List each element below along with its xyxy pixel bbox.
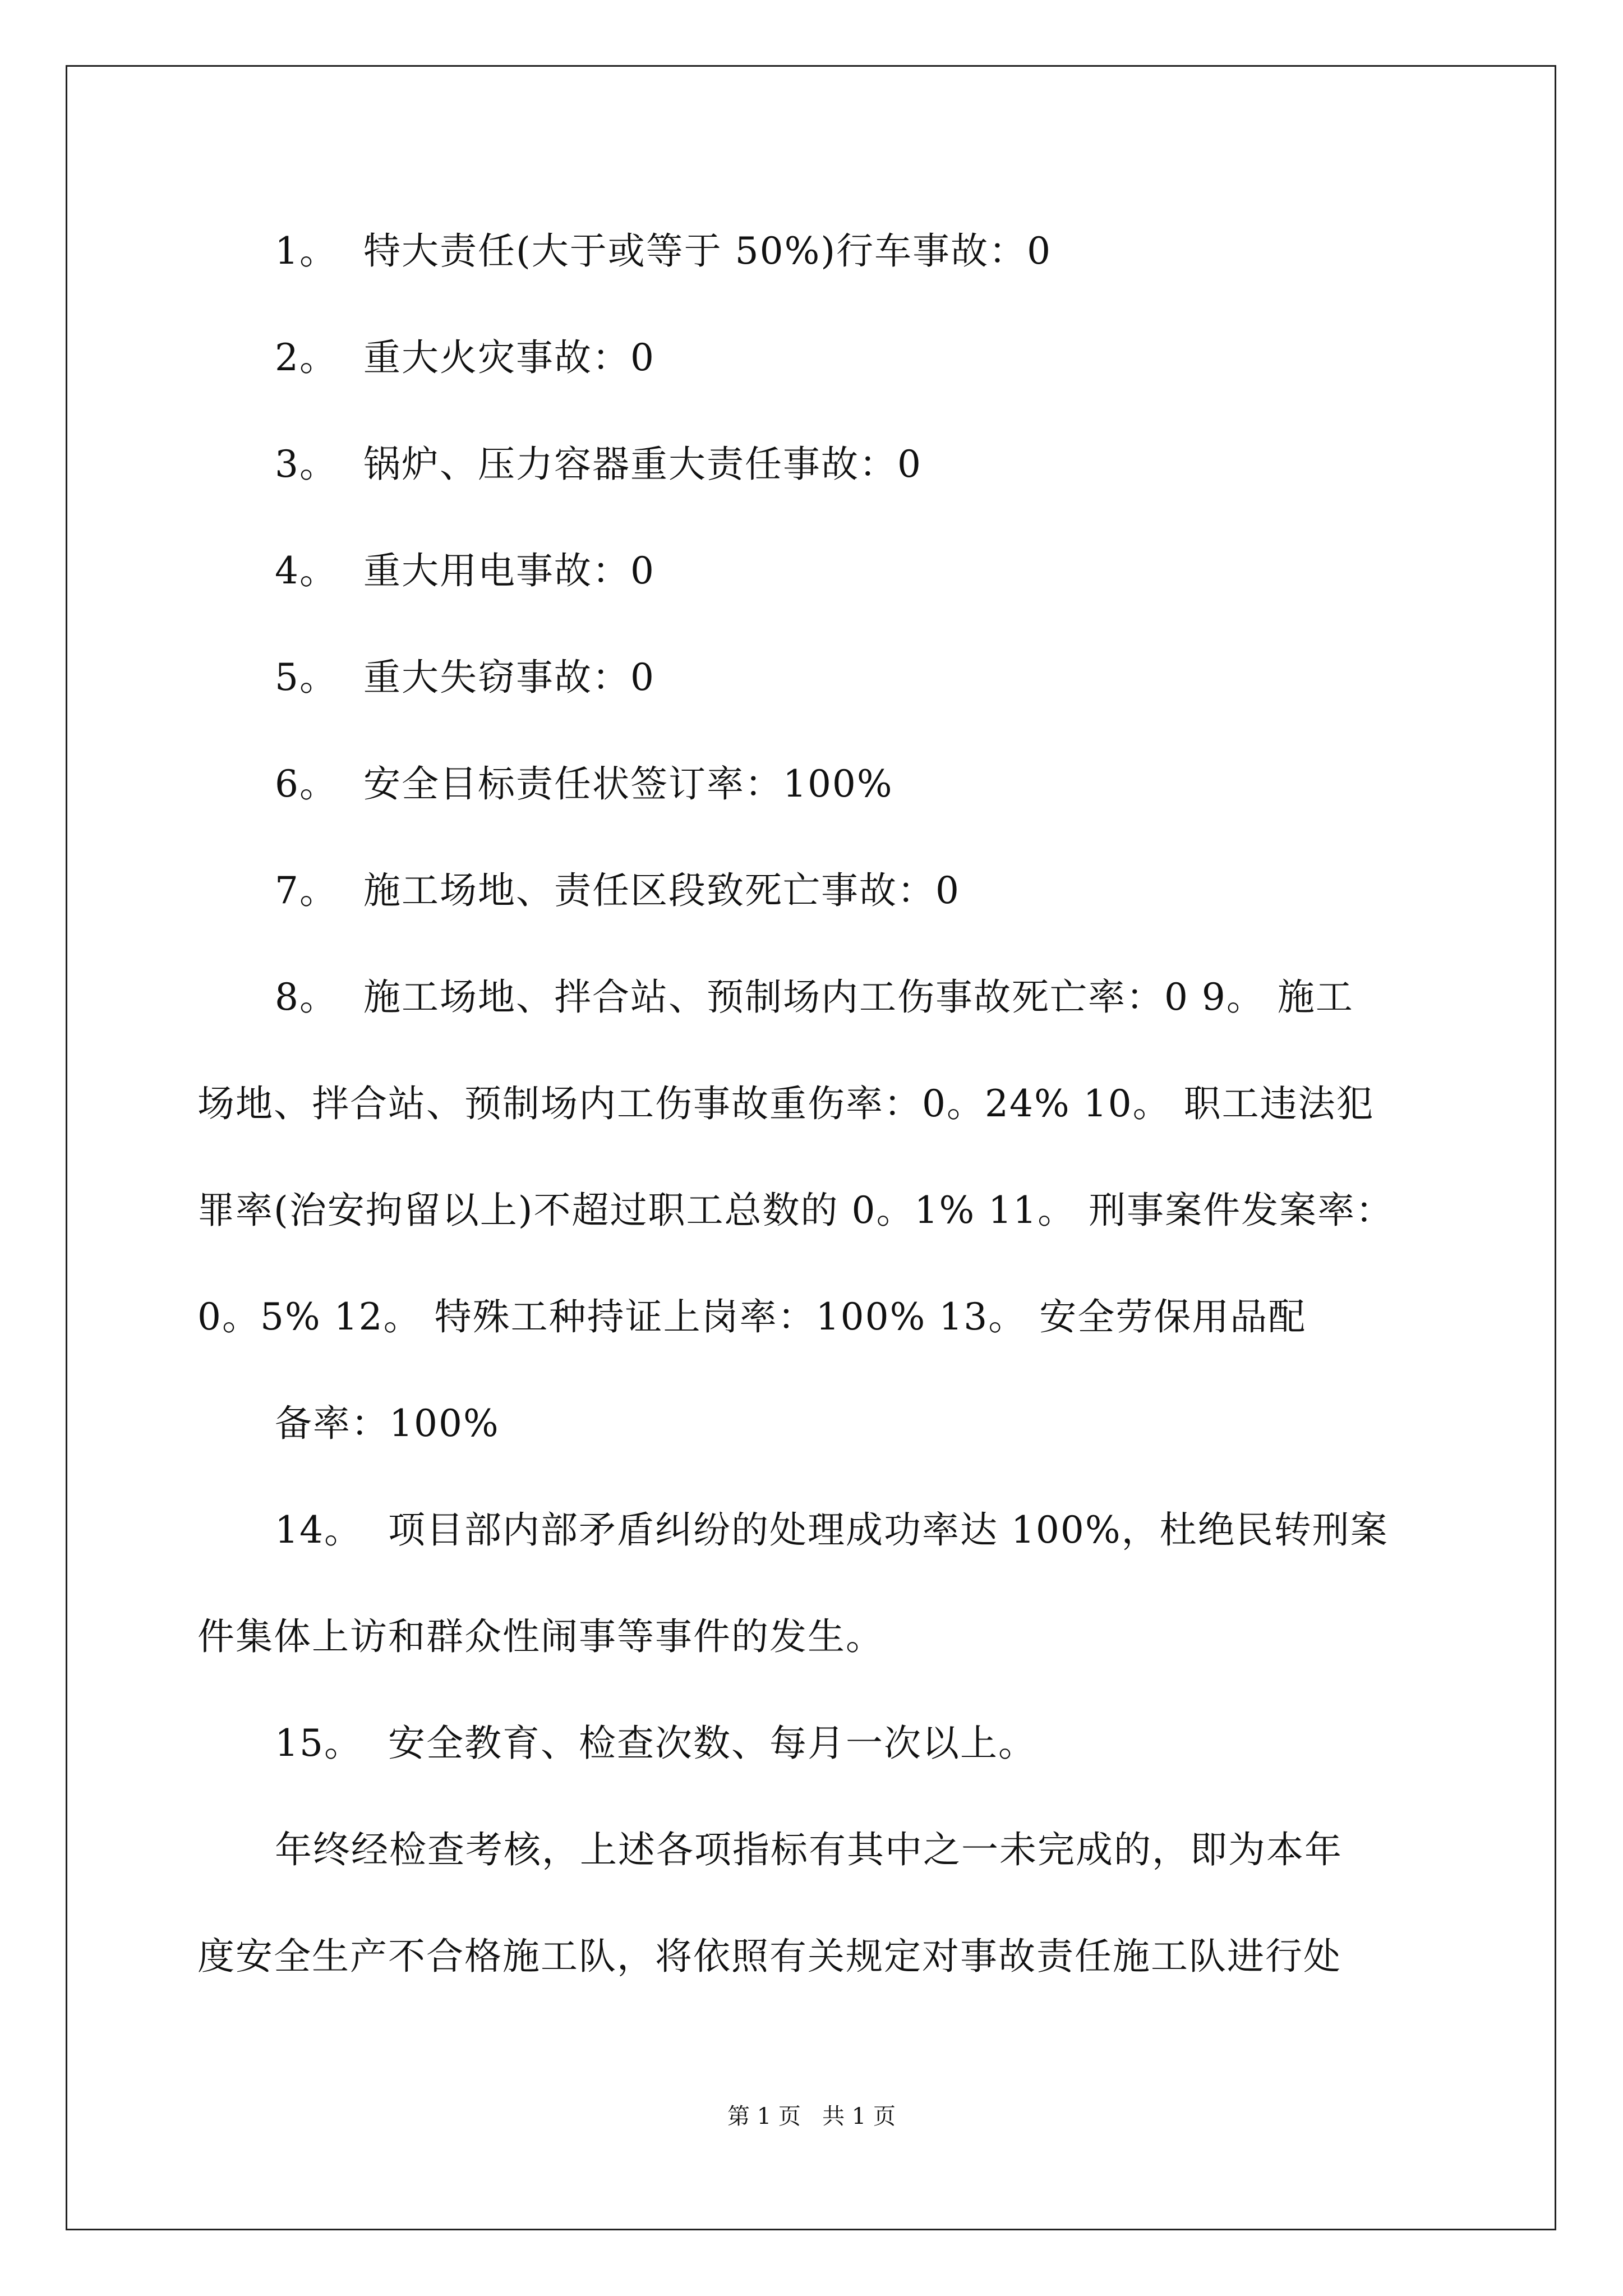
- page-border: [66, 65, 1556, 2230]
- text-line-9: 场地、拌合站、预制场内工伤事故重伤率：0。24% 10。 职工违法犯: [197, 1082, 1375, 1125]
- text-line-13: 14。 项目部内部矛盾纠纷的处理成功率达 100%，杜绝民转刑案: [275, 1508, 1389, 1552]
- text-line-15: 15。 安全教育、检查次数、每月一次以上。: [275, 1722, 1036, 1765]
- text-line-12: 备率：100%: [275, 1402, 500, 1445]
- text-line-7: 7。 施工场地、责任区段致死亡事故：0: [275, 869, 960, 912]
- text-line-10: 罪率(治安拘留以上)不超过职工总数的 0。1% 11。 刑事案件发案率：: [197, 1189, 1394, 1232]
- text-line-3: 3。 锅炉、压力容器重大责任事故：0: [275, 443, 922, 486]
- text-line-17: 度安全生产不合格施工队，将依照有关规定对事故责任施工队进行处: [197, 1935, 1341, 1978]
- text-line-1: 1。 特大责任(大于或等于 50%)行车事故：0: [275, 229, 1052, 273]
- text-line-8: 8。 施工场地、拌合站、预制场内工伤事故死亡率：0 9。 施工: [275, 976, 1354, 1019]
- text-line-11: 0。5% 12。 特殊工种持证上岗率：100% 13。 安全劳保用品配: [197, 1295, 1307, 1338]
- page-number-footer: 第 1 页 共 1 页: [727, 2104, 896, 2129]
- text-line-5: 5。 重大失窃事故：0: [275, 656, 655, 699]
- text-line-2: 2。 重大火灾事故：0: [275, 336, 655, 379]
- text-line-14: 件集体上访和群众性闹事等事件的发生。: [197, 1615, 884, 1658]
- text-line-16: 年终经检查考核，上述各项指标有其中之一未完成的，即为本年: [275, 1828, 1343, 1871]
- text-line-4: 4。 重大用电事故：0: [275, 549, 655, 592]
- text-line-6: 6。 安全目标责任状签订率：100%: [275, 762, 893, 806]
